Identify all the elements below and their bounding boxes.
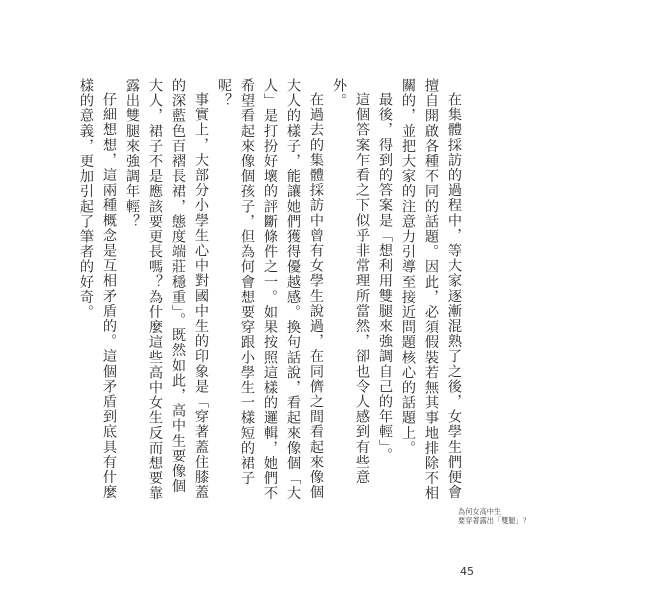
running-head-line-2: 要穿著露出「雙腿」？ xyxy=(458,516,530,525)
running-head xyxy=(458,507,530,525)
paragraph-1: 在集體採訪的過程中，等大家逐漸混熟了之後，女學生們便會擅自開啟各種不同的話題。因此，必須假裝若無其事地排除不相關的，並把大家的注意力引導至接近問題核心的話題上。 xyxy=(400,78,462,501)
paragraph-5: 事實上，大部分小學生心中對國中生的印象是「穿著蓋住膝蓋的深藍色百褶長裙，態度端莊穩重」。既然如此，高中生要像個大人，裙子不是應該要更長嗎？為什麼這些高中女生反而想要靠露出雙腿來強調年輕？ xyxy=(124,78,209,501)
paragraph-4: 在過去的集體採訪中曾有女學生說過，在同儕之間看起來像個大人的樣子，能讓她們獲得優越感。換句話說，看起來像個「大人」是打扮好壞的評斷條件之一。如果按照這樣的邏輯，她們不希望看起來像個孩子，但為何會想要穿跟小學生一樣短的裙子呢？ xyxy=(216,78,324,501)
body-text-column xyxy=(74,78,465,508)
paragraph-3: 這個答案乍看之下似乎非常理所當然，卻也令人感到有些意外。 xyxy=(331,78,370,485)
paragraph-2: 最後，得到的答案是「想利用雙腿來強調自己的年輕」。 xyxy=(377,92,393,463)
running-head-line-1: 為何女高中生 xyxy=(458,507,502,516)
paragraph-6: 仔細想想，這兩種概念是互相矛盾的。這個矛盾到底具有什麼樣的意義，更加引起了筆者的好奇。 xyxy=(78,78,117,500)
page-number: 45 xyxy=(460,565,474,578)
